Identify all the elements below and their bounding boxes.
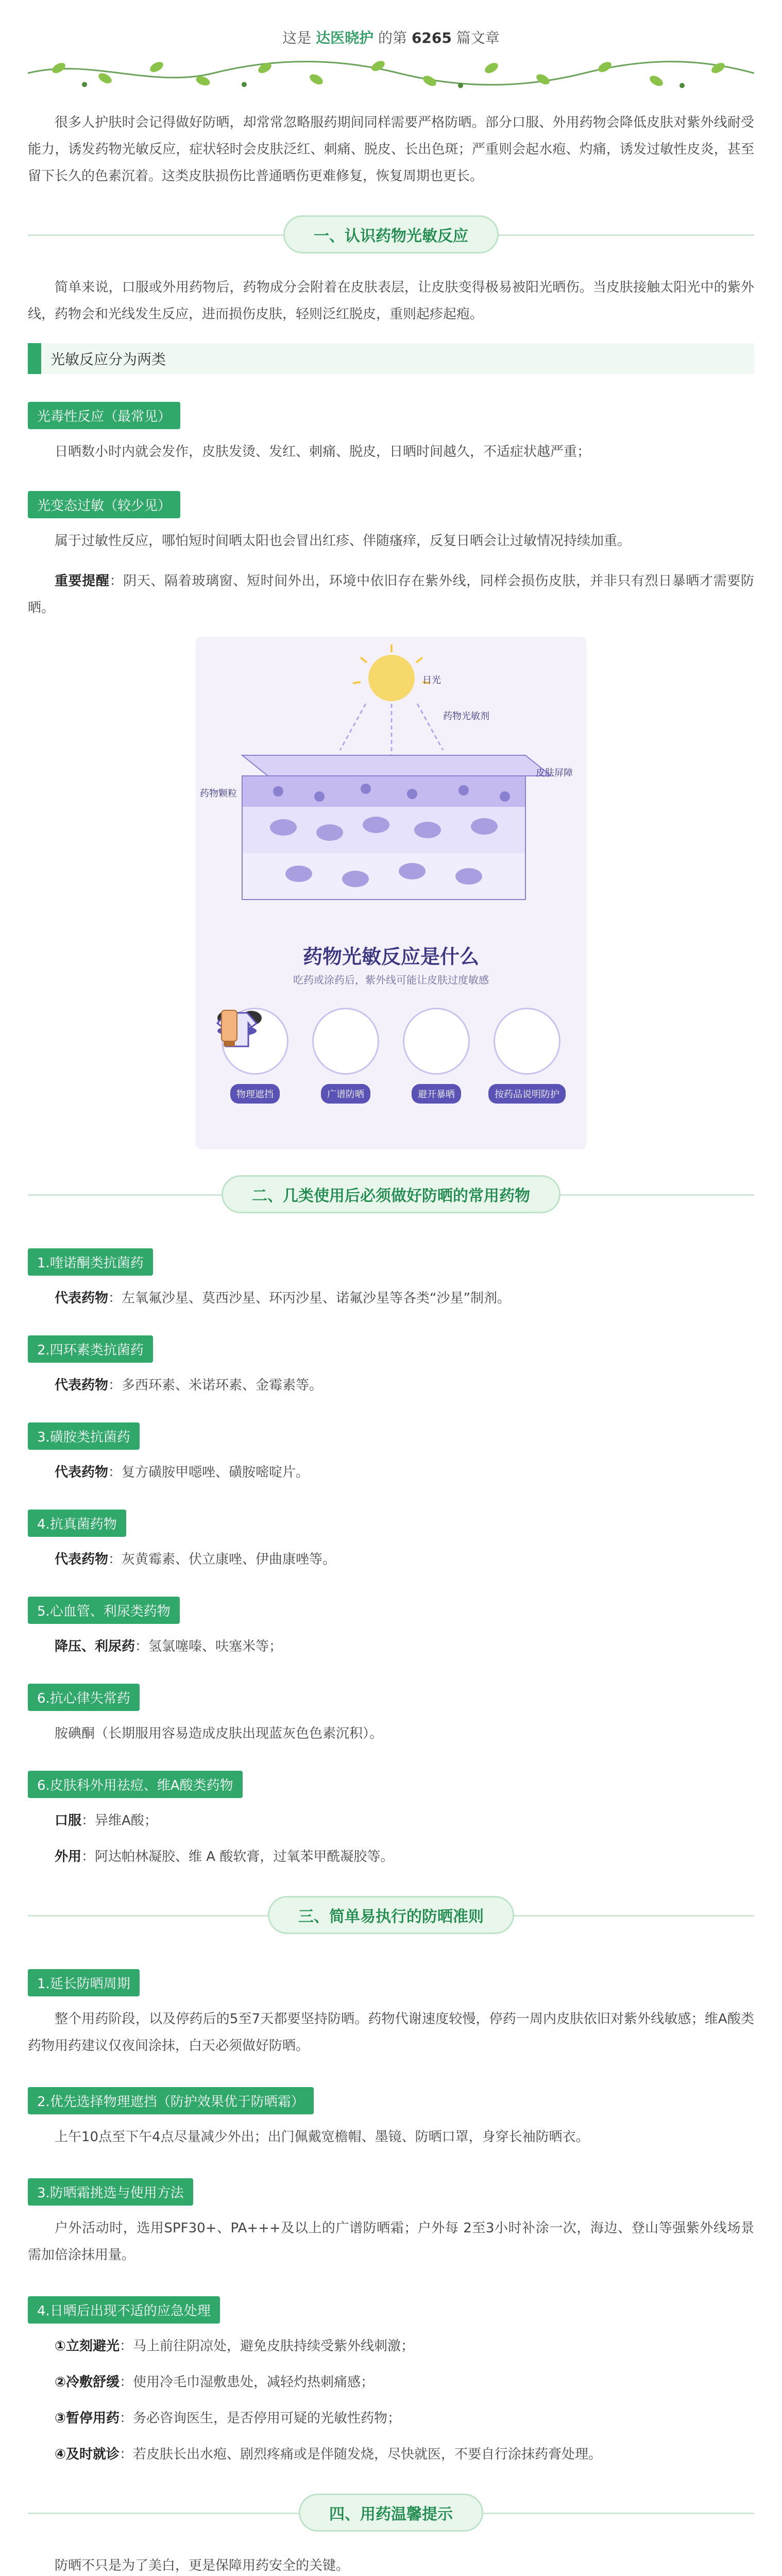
rule-1-title: 1.延长防晒周期 bbox=[28, 1969, 140, 1996]
topical-label: 外用 bbox=[55, 1849, 82, 1865]
emergency-step bbox=[55, 2405, 754, 2432]
drug-item bbox=[28, 1495, 754, 1573]
tip-paragraph-1: 防晒不只是为了美白，更是保障用药安全的关键。 bbox=[55, 2558, 350, 2573]
drug-item-label: 代表药物 bbox=[55, 1552, 109, 1567]
section-title-4: 四、用药温馨提示 bbox=[299, 2494, 483, 2532]
annotation-photosensitizer: 药物光敏剂 bbox=[443, 711, 489, 722]
header-suffix: 篇文章 bbox=[456, 29, 500, 46]
section-header-3 bbox=[28, 1896, 754, 1934]
step-num: ③ bbox=[55, 2411, 66, 2426]
drug-item bbox=[28, 1321, 754, 1399]
header-middle: 的第 bbox=[378, 29, 407, 46]
header-prefix: 这是 bbox=[282, 29, 312, 46]
step-text: ：若皮肤长出水疱、剧烈疼痛或是伴随发烧，尽快就医，不要自行涂抹药膏处理。 bbox=[120, 2447, 602, 2462]
drug-item-desc: ：多西环素、米诺环素、金霉素等。 bbox=[108, 1378, 323, 1393]
photosensitivity-illustration bbox=[196, 637, 586, 1149]
skin-layer-diagram bbox=[196, 637, 586, 936]
heading-marker bbox=[28, 343, 41, 374]
section-header-2 bbox=[28, 1175, 754, 1213]
step-text: ：使用冷毛巾湿敷患处，减轻灼热刺痛感； bbox=[120, 2375, 375, 2390]
step-label: 及时就诊 bbox=[66, 2447, 120, 2462]
photoallergy-badge: 光变态过敏（较少见） bbox=[28, 491, 180, 518]
drug-item-desc: ：灰黄霉素、伏立康唑、伊曲康唑等。 bbox=[108, 1552, 336, 1567]
drug-item-label: 口服 bbox=[55, 1813, 82, 1828]
drug-item-text bbox=[55, 1720, 754, 1747]
drug-item bbox=[28, 1582, 754, 1660]
emergency-steps bbox=[28, 2333, 754, 2468]
drug-item-desc: ：复方磺胺甲噁唑、磺胺嘧啶片。 bbox=[108, 1465, 310, 1480]
rule-1-text: 整个用药阶段，以及停药后的5至7天都要坚持防晒。药物代谢速度较慢，停药一周内皮肤依旧对紫外线敏感；维A酸类药物用药建议仅夜间涂抹，白天必须做好防晒。 bbox=[28, 2011, 754, 2054]
protection-icons bbox=[216, 1008, 566, 1104]
key-reminder-label: 重要提醒 bbox=[55, 573, 110, 589]
illustration-title: 药物光敏反应是什么 bbox=[302, 945, 479, 968]
icon-card-tube bbox=[488, 1008, 566, 1104]
drug-item-title: 5.心血管、利尿类药物 bbox=[28, 1597, 180, 1624]
step-num: ④ bbox=[55, 2447, 66, 2462]
annotation-skin-barrier: 皮肤屏障 bbox=[536, 768, 573, 778]
drug-item-desc: ：氢氯噻嗪、呋塞米等； bbox=[135, 1639, 283, 1654]
drug-item-title: 1.喹诺酮类抗菌药 bbox=[28, 1248, 153, 1276]
step-label: 暂停用药 bbox=[66, 2411, 120, 2426]
drug-item-title: 4.抗真菌药物 bbox=[28, 1510, 126, 1537]
annotation-drug-particle: 药物颗粒 bbox=[200, 788, 237, 799]
drug-item-desc: 胺碘酮（长期服用容易造成皮肤出现蓝灰色色素沉积）。 bbox=[55, 1726, 383, 1741]
step-text: ：马上前往阴凉处，避免皮肤持续受紫外线刺激； bbox=[120, 2338, 415, 2354]
photoallergy-text: 属于过敏性反应，哪怕短时间晒太阳也会冒出红疹、伴随瘙痒，反复日晒会让过敏情况持续加重。 bbox=[55, 533, 631, 549]
icon-label-sunscreen: 广谱防晒 bbox=[321, 1084, 370, 1104]
topical-text: ：阿达帕林凝胶、维 A 酸软膏，过氧苯甲酰凝胶等。 bbox=[81, 1849, 394, 1865]
section-title-1: 一、认识药物光敏反应 bbox=[283, 215, 499, 253]
emergency-step bbox=[55, 2441, 754, 2468]
rule-3-title: 3.防晒霜挑选与使用方法 bbox=[28, 2178, 193, 2206]
drug-item bbox=[28, 1756, 754, 1870]
annotation-sunlight: 日光 bbox=[422, 675, 441, 686]
emergency-step bbox=[55, 2333, 754, 2360]
key-reminder-text: ：阴天、隔着玻璃窗、短时间外出，环境中依旧存在紫外线，同样会损伤皮肤，并非只有烈日暴晒才需要防晒。 bbox=[28, 573, 754, 616]
rule-3-text: 户外活动时，选用SPF30+、PA+++及以上的广谱防晒霜；户外每 2至3小时补涂一次，海边、登山等强紫外线场景需加倍涂抹用量。 bbox=[28, 2221, 754, 2263]
drug-item-title: 3.磺胺类抗菌药 bbox=[28, 1422, 140, 1450]
rule-2-text: 上午10点至下午4点尽量减少外出；出门佩戴宽檐帽、墨镜、防晒口罩，身穿长袖防晒衣。 bbox=[55, 2129, 589, 2145]
article-body bbox=[28, 109, 754, 2576]
phototoxic-badge: 光毒性反应（最常见） bbox=[28, 402, 180, 429]
drug-item bbox=[28, 1234, 754, 1312]
drug-item bbox=[28, 1408, 754, 1486]
step-num: ② bbox=[55, 2375, 66, 2390]
rule-4-title: 4.日晒后出现不适的应急处理 bbox=[28, 2296, 220, 2324]
drug-item-desc: ：左氧氟沙星、莫西沙星、环丙沙星、诺氟沙星等各类“沙星”制剂。 bbox=[108, 1291, 511, 1306]
key-reminder bbox=[28, 568, 754, 621]
drug-item-text bbox=[55, 1546, 754, 1573]
drug-item-text bbox=[55, 1807, 754, 1834]
icon-label-hat: 物理遮挡 bbox=[230, 1084, 280, 1104]
illustration-subtitle: 吃药或涂药后，紫外线可能让皮肤过度敏感 bbox=[293, 974, 489, 986]
icon-label-instructions: 按药品说明防护 bbox=[488, 1084, 566, 1104]
sunscreen-tube-icon bbox=[216, 1008, 242, 1049]
icon-card-glasses bbox=[307, 1008, 384, 1104]
step-text: ：务必咨询医生，是否停用可疑的光敏性药物； bbox=[120, 2411, 401, 2426]
drug-item-text bbox=[55, 1633, 754, 1660]
drug-item-title: 6.抗心律失常药 bbox=[28, 1684, 140, 1711]
phototoxic-text: 日晒数小时内就会发作，皮肤发烫、发红、刺痛、脱皮，日晒时间越久，不适症状越严重； bbox=[55, 444, 591, 460]
section-title-2: 二、几类使用后必须做好防晒的常用药物 bbox=[222, 1175, 560, 1213]
rule-2-title: 2.优先选择物理遮挡（防护效果优于防晒霜） bbox=[28, 2087, 314, 2114]
s1-paragraph: 简单来说，口服或外用药物后，药物成分会附着在皮肤表层，让皮肤变得极易被阳光晒伤。当皮肤接触太阳光中的紫外线，药物会和光线发生反应，进而损伤皮肤，轻则泛红脱皮，重则起疹起疱。 bbox=[28, 280, 754, 322]
article-header bbox=[0, 0, 782, 47]
drug-item-title: 2.四环素类抗菌药 bbox=[28, 1335, 153, 1363]
drug-item-label: 代表药物 bbox=[55, 1291, 109, 1306]
icon-label-avoid: 避开暴晒 bbox=[412, 1084, 461, 1104]
drug-item-text bbox=[55, 1372, 754, 1399]
sun-icon bbox=[368, 655, 415, 701]
drug-item-text bbox=[55, 1285, 754, 1312]
drug-item-text bbox=[55, 1459, 754, 1486]
reaction-types-heading bbox=[28, 343, 754, 374]
step-num: ① bbox=[55, 2338, 66, 2354]
reaction-types-title: 光敏反应分为两类 bbox=[50, 351, 166, 368]
drug-item bbox=[28, 1669, 754, 1747]
drug-item-label: 代表药物 bbox=[55, 1465, 109, 1480]
drug-item-desc: ：异维A酸； bbox=[81, 1813, 158, 1828]
drug-item-label: 代表药物 bbox=[55, 1378, 109, 1393]
step-label: 冷敷舒缓 bbox=[66, 2375, 120, 2390]
article-count: 6265 bbox=[411, 29, 452, 46]
drug-item-label: 降压、利尿药 bbox=[55, 1639, 135, 1654]
section-header-4 bbox=[28, 2494, 754, 2532]
icon-card-shirt bbox=[398, 1008, 475, 1104]
drug-item-title: 6.皮肤科外用祛痘、维A酸类药物 bbox=[28, 1771, 243, 1798]
drug-list bbox=[28, 1234, 754, 1870]
vine-decoration bbox=[28, 53, 754, 99]
step-label: 立刻避光 bbox=[66, 2338, 120, 2354]
drug-item-topical bbox=[55, 1843, 754, 1870]
account-name[interactable]: 达医晓护 bbox=[316, 29, 374, 46]
emergency-step bbox=[55, 2369, 754, 2396]
section-header-1 bbox=[28, 215, 754, 253]
section-title-3: 三、简单易执行的防晒准则 bbox=[268, 1896, 514, 1934]
intro-paragraph: 很多人护肤时会记得做好防晒，却常常忽略服药期间同样需要严格防晒。部分口服、外用药物会降低皮肤对紫外线耐受能力，诱发药物光敏反应，症状轻时会皮肤泛红、刺痛、脱皮、长出色斑；严重则会起水疱、灼痛，诱发过敏性皮炎，甚至留下长久的色素沉着。这类皮肤损伤比普通晒伤更难修复，恢复周期也更长。 bbox=[28, 115, 754, 184]
